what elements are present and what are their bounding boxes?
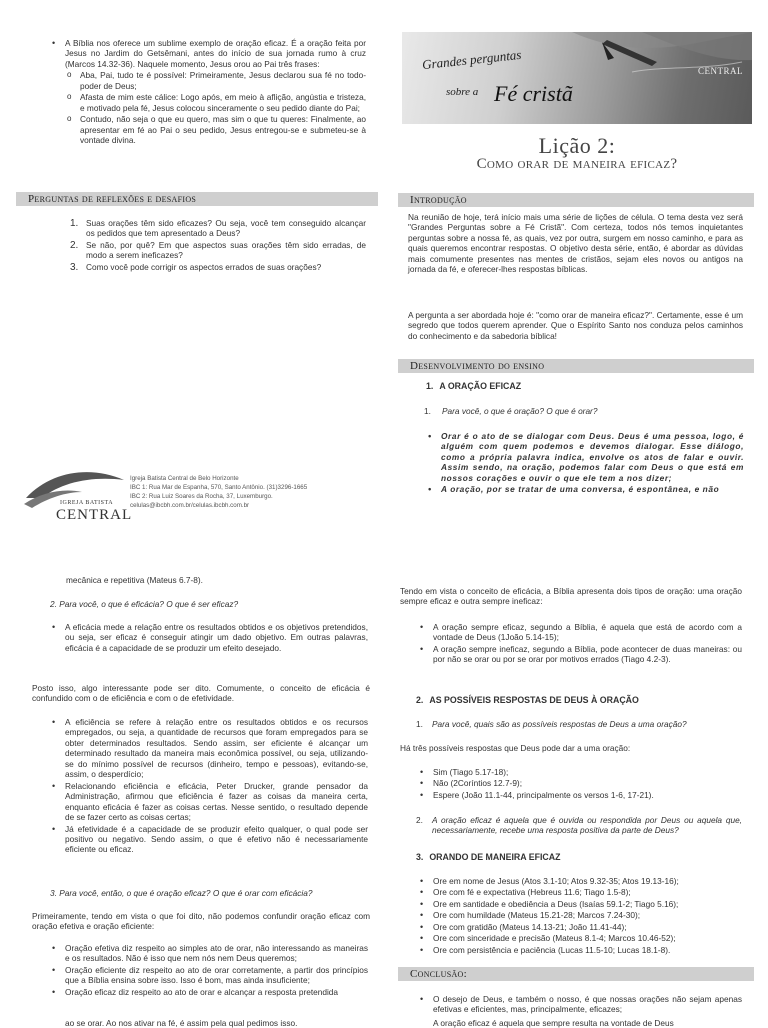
logo-small-text: IGREJA BATISTA <box>60 500 114 506</box>
lesson-subtitle: Como orar de maneira eficaz? <box>476 156 678 172</box>
answers-list <box>416 767 742 801</box>
section-heading: 1. A ORAÇÃO EFICAZ <box>426 381 522 391</box>
list-item: • O desejo de Deus, e também o nosso, é que nossas orações não sejam apenas efetivas e eficientes, mas, principalmente, eficazes; <box>416 994 742 1015</box>
cut-off-line: ao se orar. Ao nos ativar na fé, é assim pela qual pedimos isso. <box>65 1018 298 1028</box>
banner-title-line-1: Grandes perguntas <box>421 46 522 73</box>
question: 1. Para você, quais são as possíveis respostas de Deus a uma oração? <box>416 719 687 729</box>
list-item: o Contudo, não seja o que eu quero, mas sim o que tu queres: Finalmente, ao apresentar em fé ao Pai o seu pedido, Jesus entregou-se e submeteu-se à vontade divina. <box>65 114 366 145</box>
intro-bullet-text: A Bíblia nos oferece um sublime exemplo de oração eficaz. É a oração feita por Jesus no Jardim do Getsêmani, antes do início de sua jornada rumo à cruz (Marcos 14.32-36). Naquele momento, Jesus orou ao Pai três frases: <box>65 38 366 69</box>
question: 2. A oração eficaz é aquela que é ouvida ou respondida por Deus ou aquela que, necessariamente, recebe uma resposta positiva da parte de Deus? <box>416 815 742 836</box>
list-item: • Ore com gratidão (Mateus 14.13-21; João 11.41-44); <box>416 922 742 932</box>
list-item: • Ore com persistência e paciência (Lucas 11.5-10; Lucas 18.1-8). <box>416 945 742 955</box>
conclusion-list <box>416 994 742 1016</box>
paragraph: Primeiramente, tendo em vista o que foi dito, não podemos confundir oração eficaz com oração efetiva e oração eficiente: <box>32 911 370 932</box>
church-address-1: IBC 1: Rua Mar de Espanha, 570, Santo Antônio. (31)3296-1665 <box>130 483 308 491</box>
list-item: • Ore com humildade (Mateus 15.21-28; Marcos 7.24-30); <box>416 910 742 920</box>
intro-paragraph: Na reunião de hoje, terá início mais uma série de lições de célula. O tema desta vez será "Grandes Perguntas sobre a Fé Cristã". Com certeza, todos nós temos inquietantes perguntas sobre a nossa fé, as quais, vez por outra, surgem em nosso caminho, e para as quais queremos encontrar respostas. O objetivo desta série, então, é abordar as dúvidas mais comumente presentes nas mentes de cristãos, sejam eles novos ou antigos na jornada da fé, e oferecer-lhes respostas bíblicas. <box>408 212 743 275</box>
list-item: • Ore em nome de Jesus (Atos 3.1-10; Atos 9.32-35; Atos 19.13-16); <box>416 876 742 886</box>
top-left-column <box>48 38 366 147</box>
development-header: Desenvolvimento do ensino <box>398 359 754 373</box>
question: 3. Para você, então, o que é oração eficaz? O que é orar com eficácia? <box>50 888 313 898</box>
questions-list <box>66 218 366 273</box>
bullet-list <box>48 717 368 856</box>
intro-paragraph: A pergunta a ser abordada hoje é: "como orar de maneira eficaz?". Certamente, esse é um segredo que todos querem aprender. Que o Espírito Santo nos conduza pelos caminhos do conhecimento e da sabedoria bíblica! <box>408 310 743 341</box>
paragraph: Tendo em vista o conceito de eficácia, a Bíblia apresenta dois tipos de oração: uma oração sempre eficaz e outra sempre ineficaz: <box>400 586 742 607</box>
logo-big-text: CENTRAL <box>56 507 133 523</box>
list-item: • Oração efetiva diz respeito ao simples ato de orar, não interessando as maneiras e os resultados. Não é isso que nem nós nem Deus queremos; <box>48 943 368 964</box>
banner-title-line-3: Fé cristã <box>494 81 573 106</box>
bullet-list <box>424 431 744 496</box>
questions-header: Perguntas de reflexões e desafios <box>16 192 378 206</box>
list-item: • Orar é o ato de se dialogar com Deus. Deus é uma pessoa, logo, é alguém com quem podemos e devemos dialogar. Esse diálogo, como a própria palavra indica, envolve os atos de falar e ouvir. Assim sendo, na oração, podemos falar com Deus o que está em nossos corações e ouvir o que ele tem a nos dizer; <box>424 431 744 483</box>
list-item: • A oração sempre ineficaz, segundo a Bíblia, pode acontecer de duas maneiras: ou por não se orar ou por se orar por motivos errados (Tiago 4.2-3). <box>416 644 742 665</box>
church-contact: celulas@ibcbh.com.br/celulas.ibcbh.com.br <box>130 501 250 509</box>
list-item: • Espere (João 11.1-44, principalmente os versos 1-6, 17-21). <box>416 790 742 800</box>
section-heading: 2. AS POSSÍVEIS RESPOSTAS DE DEUS À ORAÇÃO <box>416 695 639 705</box>
list-item: • A eficiência se refere à relação entre os resultados obtidos e os recursos empregados, ou seja, a quantidade de recursos que foram empregados para se obter determinados resultados. Sendo assim, ser eficiente é alcançar um determinado resultado da maneira mais econômica possível, ou seja, utilizando-se do mínimo possível de recursos (dinheiro, tempo e pessoas), evitando-se, assim, o desperdício; <box>48 717 368 780</box>
bullet-list <box>48 943 368 998</box>
bullet-list <box>48 622 368 654</box>
list-item: 3. Como você pode corrigir os aspectos errados de suas orações? <box>70 261 322 273</box>
church-address-2: IBC 2: Rua Luiz Soares da Rocha, 37, Luxemburgo. <box>130 492 273 500</box>
list-item: o Afasta de mim este cálice: Logo após, em meio à aflição, angústia e tristeza, e motivado pela fé, Jesus colocou sinceramente o seu pedido diante do Pai; <box>65 92 366 113</box>
list-item: • Ore em santidade e obediência a Deus (Isaías 59.1-2; Tiago 5.16); <box>416 899 742 909</box>
list-item: • Sim (Tiago 5.17-18); <box>416 767 742 777</box>
list-item: • A eficácia mede a relação entre os resultados obtidos e os objetivos pretendidos, ou seja, ser eficaz é conseguir atingir um dado objetivo. Em outras palavras, eficácia é a capacidade de se produzir um efeito desejado. <box>48 622 368 653</box>
banner-image <box>402 32 752 124</box>
conclusion-header: Conclusão: <box>398 967 754 981</box>
pen-hand-icon <box>402 32 752 124</box>
church-logo <box>22 458 133 524</box>
list-item: • Oração eficiente diz respeito ao ato de orar corretamente, a partir dos princípios que a Bíblia ensina sobre isso. Isso é bom, mas ainda insuficiente; <box>48 965 368 986</box>
list-item: • Oração eficaz diz respeito ao ato de orar e alcançar a resposta pretendida <box>48 987 368 997</box>
list-item: 1. Suas orações têm sido eficazes? Ou seja, você tem conseguido alcançar os pedidos que tem apresentado a Deus? <box>70 218 366 239</box>
list-item: • Já efetividade é a capacidade de se produzir efeito qualquer, o qual pode ser positivo ou negativo. Sendo assim, o que é efetivo não é necessariamente eficiente ou eficaz. <box>48 824 368 855</box>
continuation-text: mecânica e repetitiva (Mateus 6.7-8). <box>66 575 203 585</box>
banner-logo: CENTRAL <box>698 66 743 76</box>
list-item: o Aba, Pai, tudo te é possível: Primeiramente, Jesus declarou sua fé no todo-poder de Deus; <box>65 70 366 91</box>
list-item: • Não (2Coríntios 12.7-9); <box>416 778 742 788</box>
bullet-list <box>416 622 742 666</box>
banner-title-line-2: sobre a <box>446 86 479 98</box>
list-item: 2. Se não, por quê? Em que aspectos suas orações têm sido erradas, de modo a serem ineficazes? <box>70 239 366 261</box>
question: 2. Para você, o que é eficácia? O que é ser eficaz? <box>50 599 239 609</box>
intro-header: Introdução <box>398 193 754 207</box>
paragraph: Há três possíveis respostas que Deus pode dar a uma oração: <box>400 743 631 753</box>
pray-list <box>416 876 742 956</box>
church-name: Igreja Batista Central de Belo Horizonte <box>130 475 239 482</box>
list-item: • A oração sempre eficaz, segundo a Bíblia, é aquela que está de acordo com a vontade de Deus (1João 5.14-15); <box>416 622 742 643</box>
list-item <box>48 38 366 146</box>
lesson-title: Lição 2: <box>538 133 616 158</box>
list-item: • Ore com sinceridade e precisão (Mateus 8.1-4; Marcos 10.46-52); <box>416 933 742 943</box>
church-info <box>130 475 370 511</box>
list-item: • Ore com fé e expectativa (Hebreus 11.6; Tiago 1.5-8); <box>416 887 742 897</box>
cut-off-line: A oração eficaz é aquela que sempre resulta na vontade de Deus <box>433 1018 674 1028</box>
section-heading: 3. ORANDO DE MANEIRA EFICAZ <box>416 852 561 862</box>
question: 1. Para você, o que é oração? O que é orar? <box>424 406 598 416</box>
paragraph: Posto isso, algo interessante pode ser dito. Comumente, o conceito de eficácia é confundido com o de eficiência e com o de efetividade. <box>32 683 370 704</box>
list-item: • Relacionando eficiência e eficácia, Peter Drucker, grande pensador da Administração, afirmou que eficiência é fazer as coisas da maneira certa, enquanto eficácia é fazer as coisas certas. Nesse sentido, o resultado depende de se fazer certo as coisas certas; <box>48 781 368 823</box>
list-item: • A oração, por se tratar de uma conversa, é espontânea, e não <box>424 484 744 494</box>
